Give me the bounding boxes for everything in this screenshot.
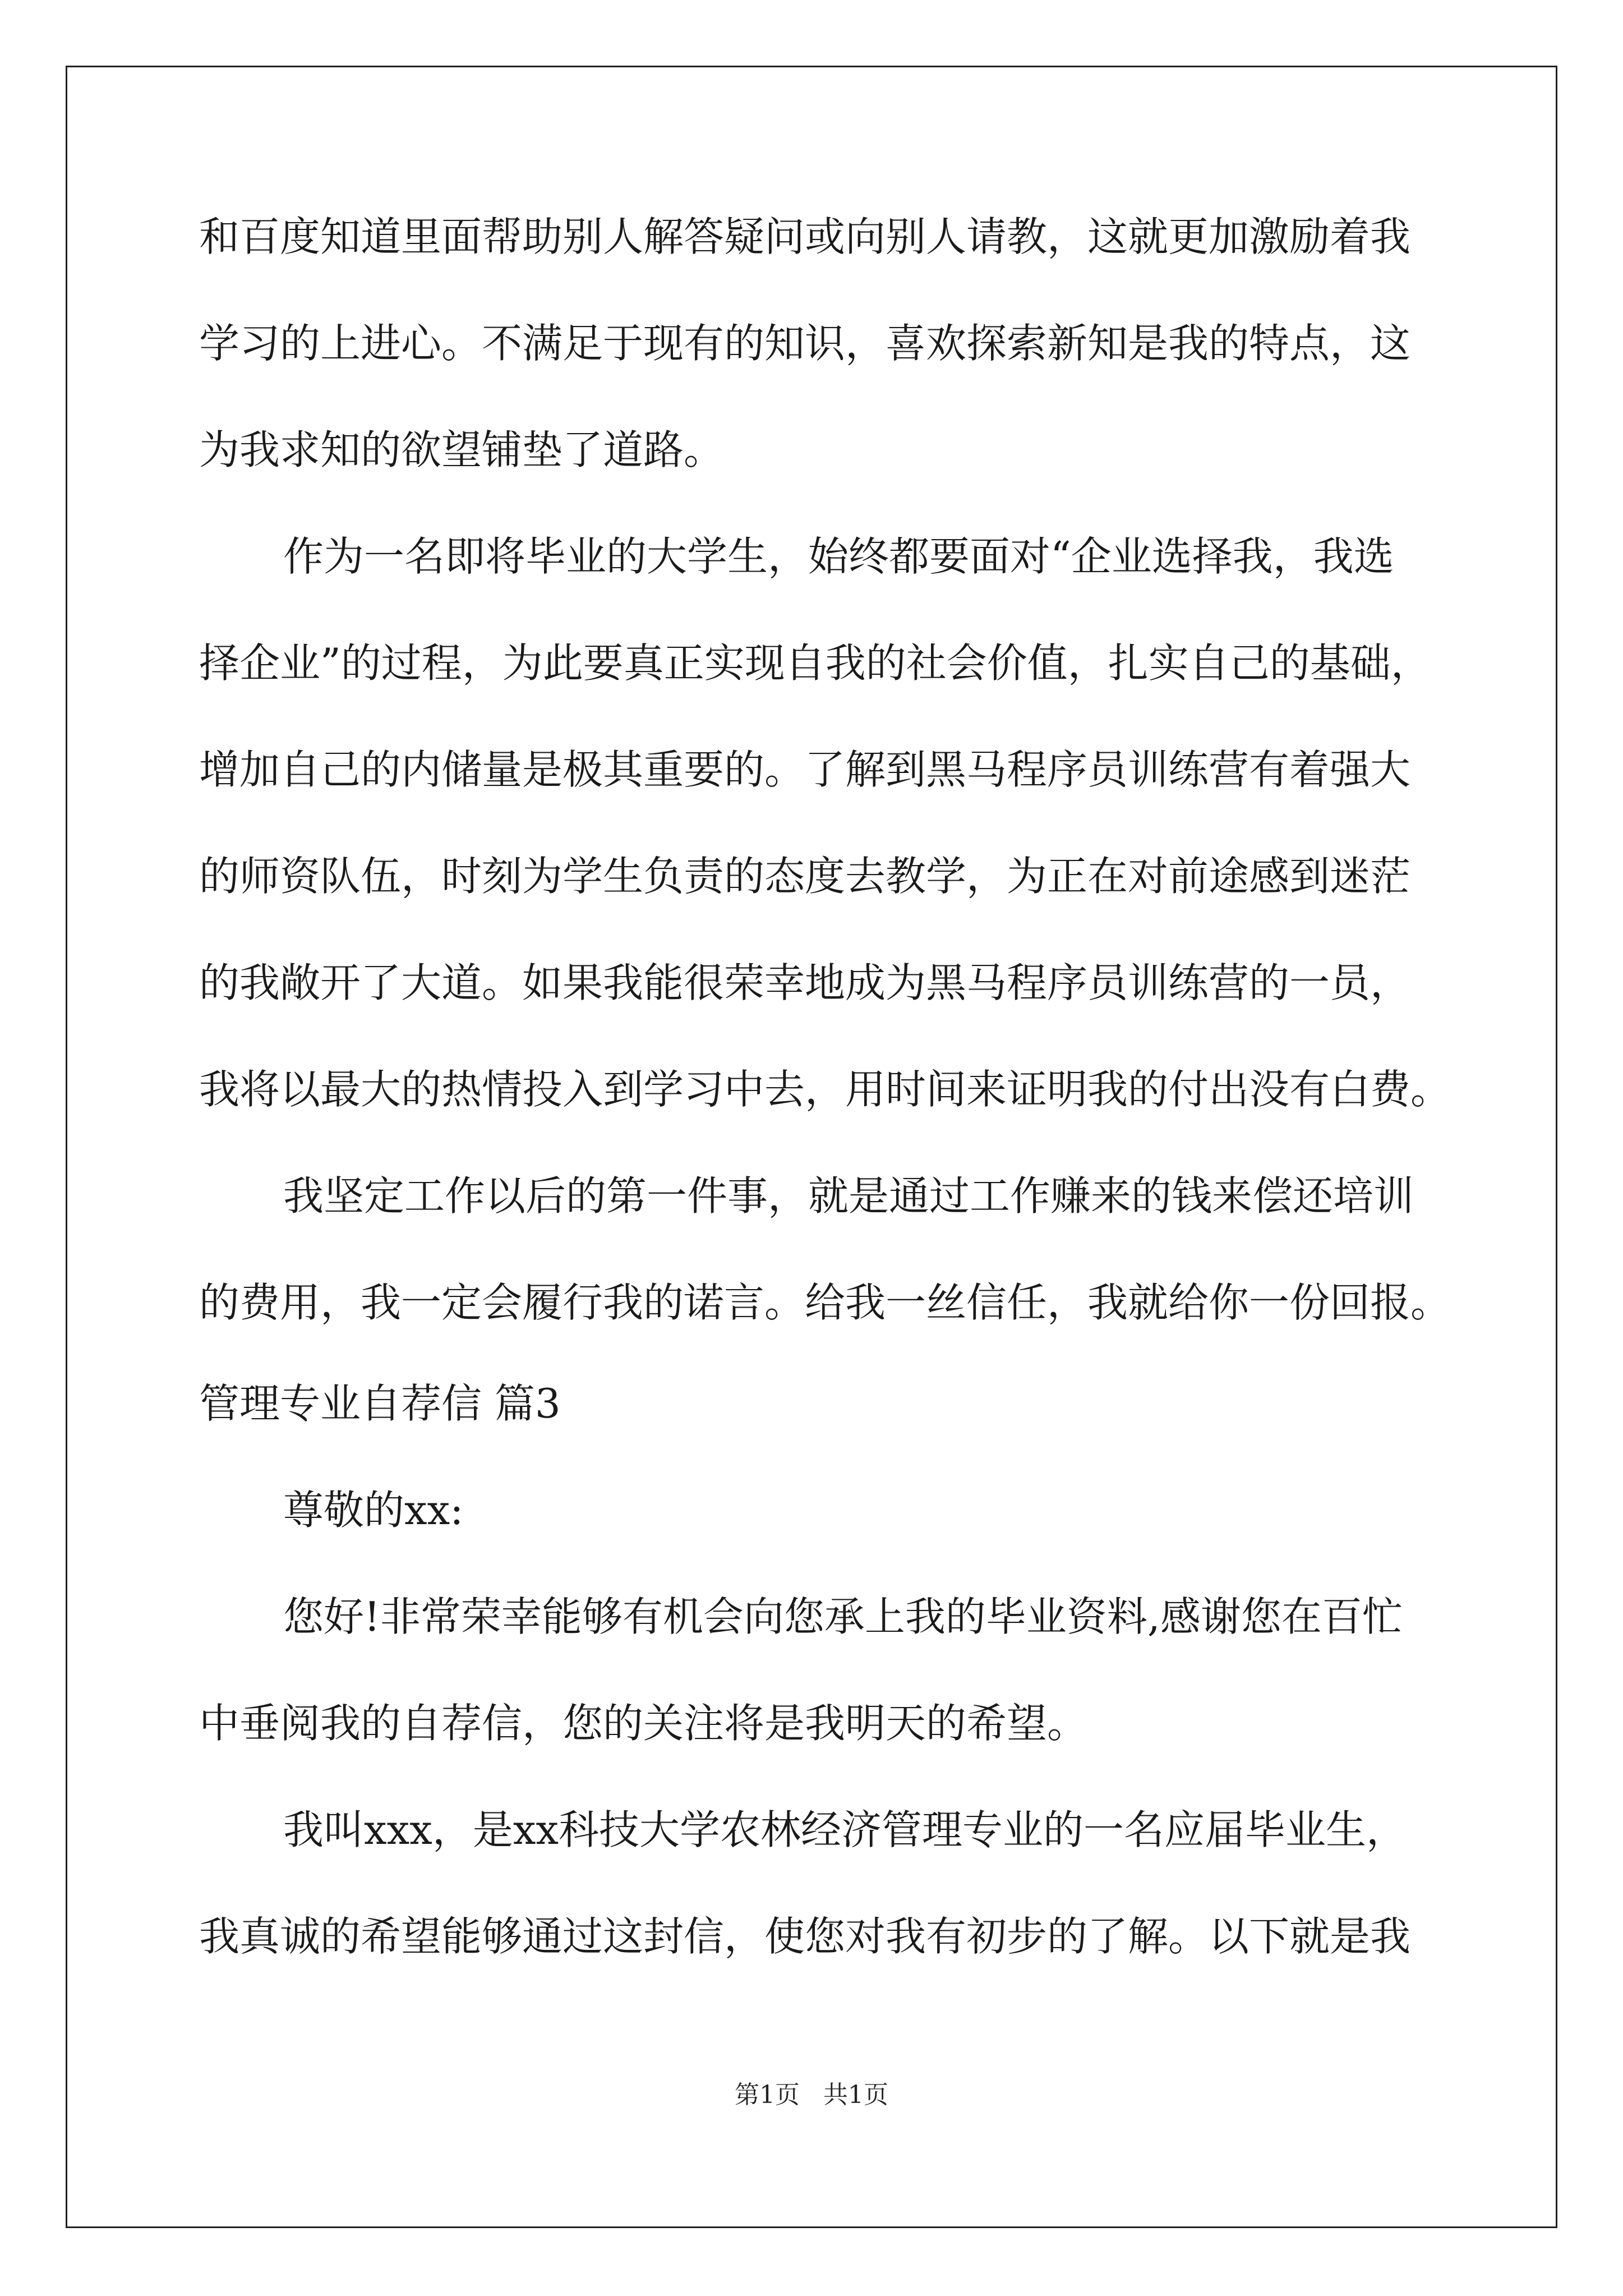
salutation: 尊敬的xx: xyxy=(283,1487,464,1534)
text-line: 的我敞开了大道。如果我能很荣幸地成为黑马程序员训练营的一员， xyxy=(199,959,1411,1006)
text-line: 和百度知道里面帮助别人解答疑问或向别人请教，这就更加激励着我 xyxy=(199,213,1411,260)
text-line: 我真诚的希望能够通过这封信，使您对我有初步的了解。以下就是我 xyxy=(199,1913,1411,1960)
text-line: 择企业”的过程，为此要真正实现自我的社会价值，扎实自己的基础， xyxy=(199,639,1431,687)
paragraph-first-line: 作为一名即将毕业的大学生，始终都要面对“企业选择我，我选 xyxy=(283,533,1394,580)
page-border xyxy=(66,66,1557,2228)
text-line: 学习的上进心。不满足于现有的知识，喜欢探索新知是我的特点，这 xyxy=(199,320,1411,367)
paragraph-first-line: 我叫xxx，是xx科技大学农林经济管理专业的一名应届毕业生， xyxy=(283,1806,1407,1853)
text-line: 为我求知的欲望铺垫了道路。 xyxy=(199,426,725,473)
text-line: 的费用，我一定会履行我的诺言。给我一丝信任，我就给你一份回报。 xyxy=(199,1279,1451,1326)
text-line: 我将以最大的热情投入到学习中去，用时间来证明我的付出没有白费。 xyxy=(199,1066,1451,1113)
text-line: 增加自己的内储量是极其重要的。了解到黑马程序员训练营有着强大 xyxy=(199,746,1411,793)
paragraph-first-line: 我坚定工作以后的第一件事，就是通过工作赚来的钱来偿还培训 xyxy=(283,1172,1414,1220)
text-line: 中垂阅我的自荐信，您的关注将是我明天的希望。 xyxy=(199,1700,1088,1747)
section-heading: 管理专业自荐信 篇3 xyxy=(199,1380,561,1427)
page-number: 第1页 共1页 xyxy=(735,2081,888,2109)
text-line: 的师资队伍，时刻为学生负责的态度去教学，为正在对前途感到迷茫 xyxy=(199,853,1411,900)
paragraph-first-line: 您好!非常荣幸能够有机会向您承上我的毕业资料,感谢您在百忙 xyxy=(283,1593,1403,1640)
